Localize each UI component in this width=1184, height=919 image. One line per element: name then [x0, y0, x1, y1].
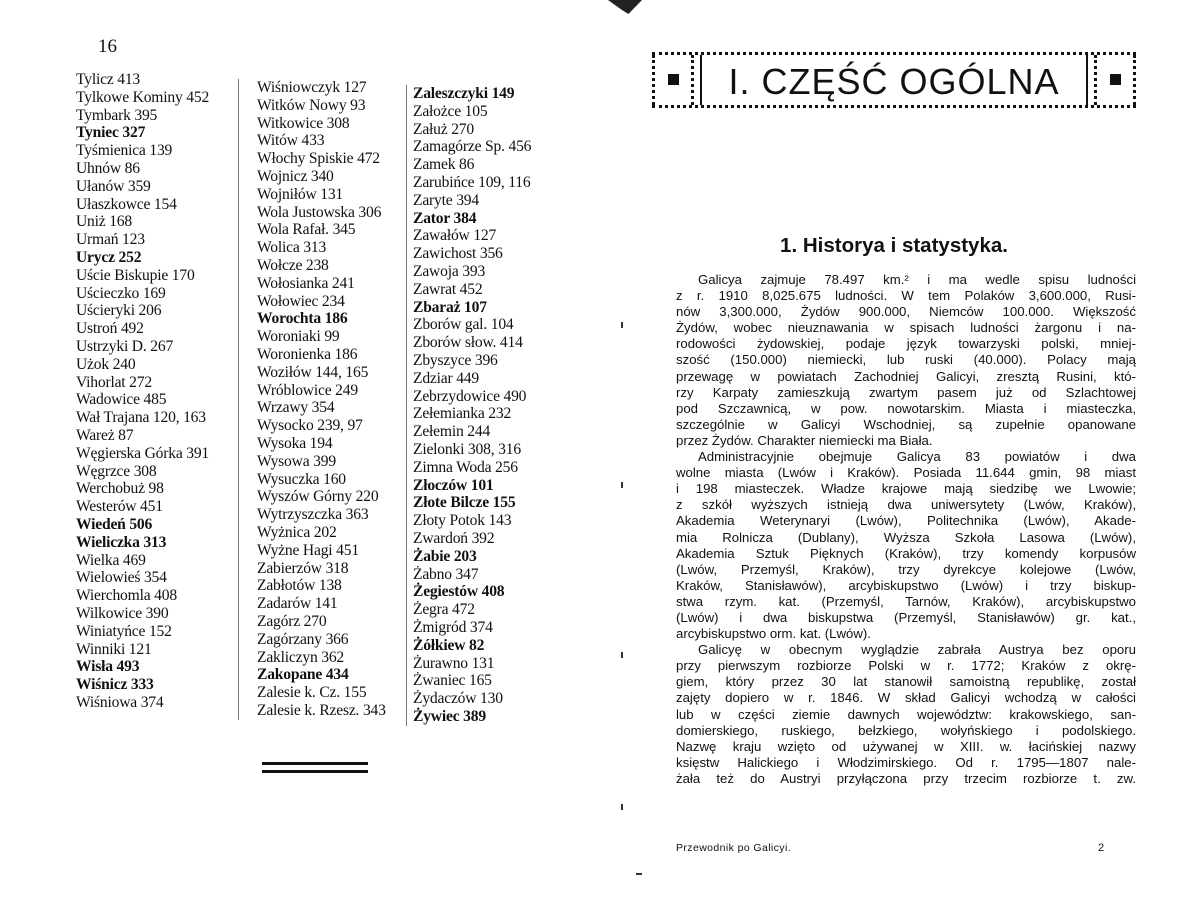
index-entry: Witów 433: [257, 132, 325, 150]
index-entry: Wiśniowczyk 127: [257, 79, 367, 96]
index-entry: Wadowice 485: [76, 391, 167, 409]
index-entry: Użok 240: [76, 355, 136, 373]
index-entry: Zabłotów 138: [257, 577, 342, 595]
body-line: mia Rolnicza (Dublany), Wyższa Szkoła Lasowa (Lwów),: [676, 529, 1136, 545]
index-entry: Uście Biskupie 170: [76, 266, 195, 284]
index-entry: Wróblowice 249: [257, 381, 358, 399]
index-entry: Wiedeń 506: [76, 515, 153, 533]
index-entry: Woronienka 186: [257, 345, 358, 363]
index-entry: Żwaniec 165: [413, 672, 492, 690]
index-entry: Wał Trajana 120, 163: [76, 409, 206, 427]
index-entry: Zawałów 127: [413, 227, 497, 245]
body-line: (Lwów) i dwa biskupstwa (Przemyśl, Stanisławów) gr. kat.,: [676, 609, 1136, 625]
body-line: giem, który przez 30 lat stanowił samoistną republikę, został: [676, 674, 1136, 690]
index-entry: Zełemianka 232: [413, 405, 512, 423]
index-entry: Ustroń 492: [76, 320, 144, 338]
index-entry: Tyśmienica 139: [76, 142, 173, 160]
index-entry: Zaryte 394: [413, 191, 479, 209]
index-entry: Zakliczyn 362: [257, 648, 345, 666]
index-entry: Werchobuż 98: [76, 480, 164, 498]
index-entry: Worochta 186: [257, 310, 348, 328]
scan-artifact: [608, 0, 642, 14]
index-entry: Zamek 86: [413, 156, 475, 174]
index-entry: Urycz 252: [76, 248, 142, 266]
body-line: Galicya zajmuje 78.497 km.² i ma wedle spisu ludności: [698, 272, 1136, 287]
index-entry: Wyszów Górny 220: [257, 488, 379, 506]
index-entry: Żurawno 131: [413, 654, 495, 672]
index-entry: Wielowieś 354: [76, 569, 167, 587]
index-entry: Tymbark 395: [76, 106, 158, 124]
index-entry: Zawichost 356: [413, 245, 503, 263]
scan-artifact: [636, 873, 642, 875]
index-entry: Zalesie k. Cz. 155: [257, 684, 367, 702]
body-line: żała też do Austryi przyłączona przy trzecim rozbiorze t. zw.: [676, 770, 1136, 786]
index-entry: Uhnów 86: [76, 159, 140, 177]
square-ornament-icon: [1110, 74, 1121, 85]
index-entry: Woroniaki 99: [257, 328, 340, 346]
index-entry: Westerów 451: [76, 498, 163, 516]
index-entry: Załuż 270: [413, 120, 474, 138]
index-entry: Woziłów 144, 165: [257, 363, 369, 381]
index-entry: Wysocko 239, 97: [257, 417, 363, 435]
index-entry: Wisła 493: [76, 658, 140, 676]
index-entry: Żółkiew 82: [413, 636, 485, 654]
index-entry: Zielonki 308, 316: [413, 440, 521, 458]
body-line: szczególnie w Galicyi Wschodniej, są zupełnie opanowane: [676, 416, 1136, 432]
index-entry: Wytrzyszczka 363: [257, 506, 369, 524]
index-entry: Zabierzów 318: [257, 559, 349, 577]
index-entry: Wyżnica 202: [257, 523, 337, 541]
index-entry: Wołosianka 241: [257, 274, 355, 292]
index-entry: Żabie 203: [413, 547, 477, 565]
body-line: Żydów, wobec nieuznawania w spisach ludności żargonu i na-: [676, 320, 1136, 336]
gutter-mark: [621, 482, 623, 488]
body-line: arcybiskupstwo orm. kat. (Lwów).: [676, 626, 871, 642]
page-number: 16: [98, 36, 117, 57]
gutter-mark: [621, 804, 623, 810]
index-entry: Ułaszkowce 154: [76, 195, 177, 213]
index-entry: Wierchomla 408: [76, 587, 177, 605]
index-entry: Zbyszyce 396: [413, 351, 498, 369]
body-line: Akademia Sztuk Pięknych (Kraków), trzy komendy korpusów: [676, 545, 1136, 561]
index-entry: Zimna Woda 256: [413, 458, 518, 476]
index-entry: Uścieczko 169: [76, 284, 166, 302]
body-line: Galicyę w obecnym wyglądzie zabrała Austrya bez oporu: [698, 642, 1136, 658]
index-entry: Zadarów 141: [257, 595, 338, 613]
body-line: rodowości żydowskiej, podaje język towarzyski polski, mniej-: [676, 336, 1136, 352]
title-inner-frame: [700, 55, 1088, 105]
index-entry: Wareż 87: [76, 426, 134, 444]
index-entry: Zaleszczyki 149: [413, 85, 515, 102]
index-entry: Wola Justowska 306: [257, 203, 382, 221]
index-entry: Wołowiec 234: [257, 292, 345, 310]
body-line: przez Żydów. Charakter niemiecki ma Biała.: [676, 432, 933, 448]
index-column-2: [238, 79, 386, 720]
body-line: (Lwów, Przemyśl, Kraków), trzy dyrekcye kolejowe (Lwów,: [676, 561, 1136, 577]
closing-rule-top: [262, 762, 368, 765]
gutter-mark: [621, 652, 623, 658]
body-line: z r. 1910 8,025.675 ludności. W tem Polaków 3,600.000, Rusi-: [676, 288, 1136, 304]
body-line: księstw Halickiego i Włodzimirskiego. Od r. 1795—1807 nale-: [676, 754, 1136, 770]
chapter-title-frame: [652, 52, 1136, 108]
body-line: pod Szczawnicą, w pow. nowotarskim. Miasta i miasteczka,: [676, 400, 1136, 416]
index-column-1: [76, 71, 209, 712]
index-entry: Wrzawy 354: [257, 399, 335, 417]
body-line: Akademia Weterynaryi (Lwów), Politechnika (Lwów), Akade-: [676, 513, 1136, 529]
index-entry: Witkowice 308: [257, 114, 350, 132]
body-line: zajęty dopiero w r. 1846. W skład Galicyi wchodzą w całości: [676, 690, 1136, 706]
index-entry: Żywiec 389: [413, 707, 486, 725]
index-entry: Wojnicz 340: [257, 167, 334, 185]
index-entry: Zator 384: [413, 209, 477, 227]
footer-title: Przewodnik po Galicyi.: [676, 842, 792, 854]
body-line: wolne miasta (Lwów i Kraków). Posiada 11.644 gmin, 98 miast: [676, 465, 1136, 481]
body-line: Nazwę kraju wzięto od używanej w XIII. w. łacińskiej nazwy: [676, 738, 1136, 754]
body-line: i 198 miasteczek. Władze krajowe mają siedzibę we Lwowie;: [676, 481, 1136, 497]
index-entry: Tyniec 327: [76, 124, 146, 142]
index-entry: Zawrat 452: [413, 280, 483, 298]
index-entry: Włochy Spiskie 472: [257, 150, 380, 168]
index-entry: Zarubińce 109, 116: [413, 173, 531, 191]
index-entry: Węgrzce 308: [76, 462, 157, 480]
index-entry: Wolica 313: [257, 239, 327, 257]
index-entry: Zborów gal. 104: [413, 316, 514, 334]
body-line: nów 3,300.000, Żydów 900.000, Niemców 100.000. Większość: [676, 304, 1136, 320]
body-line: Kraków, Stanisławów), arcybiskupstwo (Lwów) i trzy biskup-: [676, 577, 1136, 593]
index-entry: Zełemin 244: [413, 423, 491, 441]
index-entry: Zebrzydowice 490: [413, 387, 527, 405]
index-entry: Wiśnicz 333: [76, 676, 154, 694]
gutter-mark: [621, 322, 623, 328]
index-entry: Winniki 121: [76, 640, 152, 658]
index-entry: Zamagórze Sp. 456: [413, 138, 532, 156]
body-line: domierskiego, ruskiego, bełzkiego, wołyńskiego i podolskiego.: [676, 722, 1136, 738]
index-entry: Urmań 123: [76, 231, 145, 249]
title-ornament-right: [1094, 55, 1136, 105]
index-entry: Zalesie k. Rzesz. 343: [257, 701, 386, 719]
body-line: szość (150.000) niemiecki, lub ruski (40.000). Polacy mają: [676, 352, 1136, 368]
title-ornament-left: [652, 55, 694, 105]
index-entry: Wielka 469: [76, 551, 146, 569]
index-entry: Założce 105: [413, 102, 488, 120]
index-entry: Witków Nowy 93: [257, 96, 366, 114]
index-entry: Zagórzany 366: [257, 630, 349, 648]
body-line: przewagę w powiatach Zachodniej Galicyi, zresztą Rusini, któ-: [676, 368, 1136, 384]
index-entry: Żegra 472: [413, 601, 475, 619]
index-entry: Zagórz 270: [257, 612, 327, 630]
index-entry: Uniż 168: [76, 213, 133, 231]
body-line: stwa rzym. kat. (Przemyśl, Tarnów, Kraków), arcybiskupstwo: [676, 593, 1136, 609]
body-line: rzy Karpaty zamieszkują zwartym pasem już od Szlachtowej: [676, 384, 1136, 400]
index-column-3: [406, 85, 531, 726]
index-entry: Zborów słow. 414: [413, 334, 523, 352]
index-entry: Zbaraż 107: [413, 298, 487, 316]
index-entry: Wojniłów 131: [257, 185, 344, 203]
index-entry: Zdziar 449: [413, 369, 479, 387]
index-entry: Wiśniowa 374: [76, 693, 164, 711]
index-entry: Wysuczka 160: [257, 470, 346, 488]
index-entry: Żydaczów 130: [413, 690, 503, 708]
body-text: [676, 272, 1136, 787]
closing-rule-bottom: [262, 770, 368, 773]
index-entry: Wola Rafał. 345: [257, 221, 356, 239]
index-entry: Zwardoń 392: [413, 529, 495, 547]
index-entry: Zakopane 434: [257, 666, 349, 684]
body-line: lub w części ziemie dawnych województw: krakowskiego, san-: [676, 706, 1136, 722]
index-entry: Żabno 347: [413, 565, 479, 583]
index-entry: Uścieryki 206: [76, 302, 162, 320]
index-entry: Wyżne Hagi 451: [257, 541, 359, 559]
body-line: Administracyjnie obejmuje Galicya 83 powiatów i dwa: [698, 449, 1136, 465]
section-heading: 1. Historya i statystyka.: [780, 234, 1008, 257]
index-entry: Węgierska Górka 391: [76, 444, 210, 462]
chapter-title: I. CZĘŚĆ OGÓLNA: [728, 61, 1060, 102]
square-ornament-icon: [668, 74, 679, 85]
index-entry: Żegiestów 408: [413, 583, 505, 601]
index-entry: Tylicz 413: [76, 71, 141, 88]
index-entry: Złote Bilcze 155: [413, 494, 516, 512]
index-entry: Wołcze 238: [257, 256, 329, 274]
index-entry: Wysowa 399: [257, 452, 336, 470]
index-entry: Złoczów 101: [413, 476, 494, 494]
signature-mark: 2: [1098, 842, 1105, 854]
body-line: przy pierwszym rozbiorze Polski w r. 1772; Kraków z okrę-: [676, 658, 1136, 674]
index-entry: Złoty Potok 143: [413, 512, 512, 530]
index-entry: Vihorlat 272: [76, 373, 152, 391]
index-entry: Wieliczka 313: [76, 533, 167, 551]
index-entry: Winiatyńce 152: [76, 622, 172, 640]
index-entry: Ustrzyki D. 267: [76, 337, 174, 355]
index-entry: Wilkowice 390: [76, 604, 169, 622]
index-entry: Zawoja 393: [413, 262, 486, 280]
body-line: z szkół wyższych istnieją dwa uniwersytety (Lwów, Kraków),: [676, 497, 1136, 513]
index-entry: Wysoka 194: [257, 434, 333, 452]
index-entry: Tylkowe Kominy 452: [76, 88, 210, 106]
index-entry: Ułanów 359: [76, 177, 151, 195]
index-entry: Żmigród 374: [413, 618, 493, 636]
